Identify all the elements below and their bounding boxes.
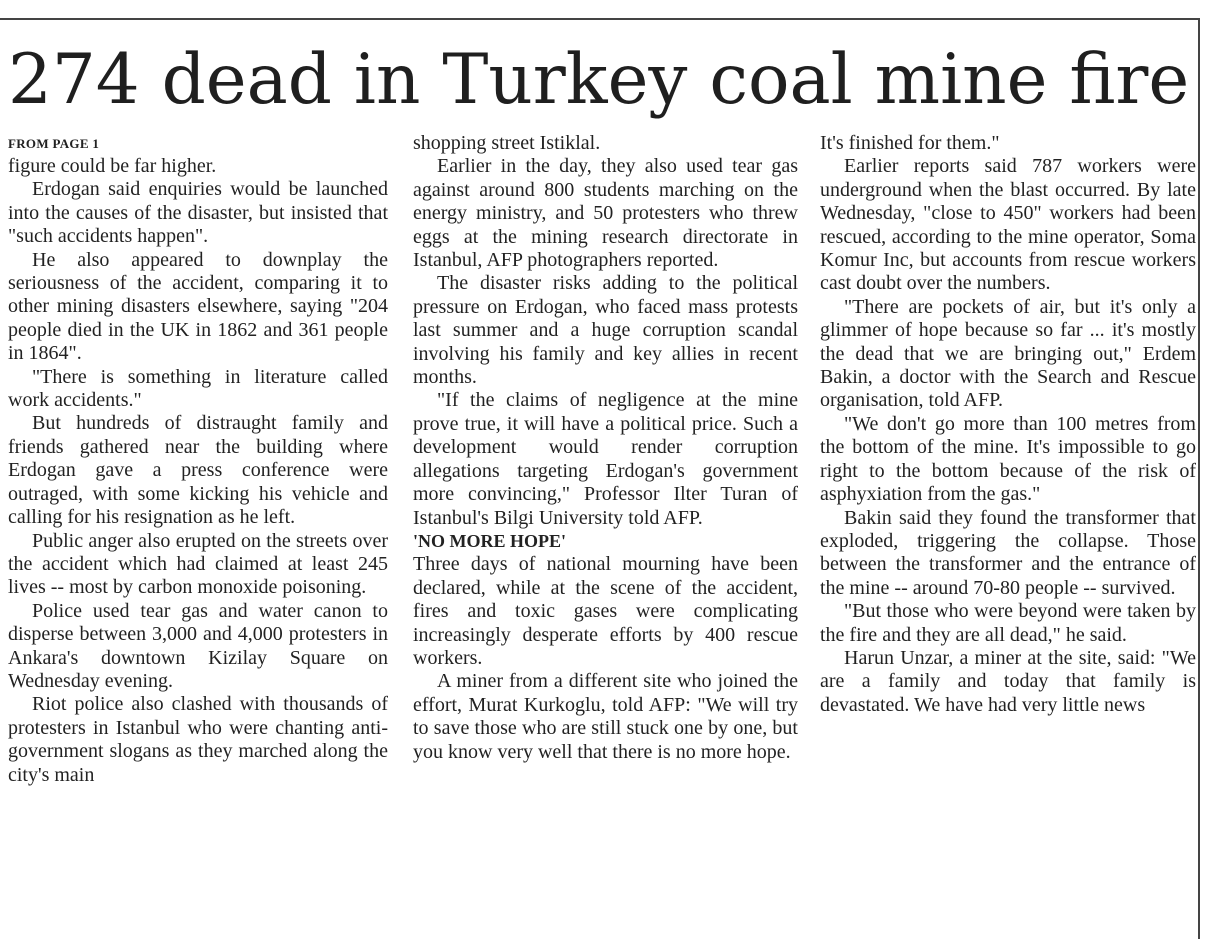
continuation-kicker: FROM PAGE 1 [8,136,100,151]
paragraph: Public anger also erupted on the streets over the accident which had claimed at least 245 lives -- most by carbon monoxide poisoning. [8,529,388,599]
paragraph: Police used tear gas and water canon to disperse between 3,000 and 4,000 protesters in Ankara's downtown Kizilay Square on Wednesday evening. [8,599,388,692]
paragraph: figure could be far higher. [8,155,217,177]
paragraph: A miner from a different site who joined the effort, Murat Kurkoglu, told AFP: "We will try to save those who are still stuck one by one, but you know very well that there is no more hope. [413,670,798,763]
paragraph: shopping street Istiklal. [413,132,601,154]
paragraph: "We don't go more than 100 metres from the bottom of the mine. It's impossible to go right to the bottom because of the risk of asphyxiation from the gas." [820,412,1196,506]
article-column-3 [820,132,1196,939]
paragraph: Harun Unzar, a miner at the site, said: "We are a family and today that family is devastated. We have had very little news [820,646,1196,716]
paragraph: Erdogan said enquiries would be launched into the causes of the disaster, but insisted that "such accidents happen". [8,178,388,248]
article-column-1 [8,132,388,939]
paragraph: "But those who were beyond were taken by the fire and they are all dead," he said. [820,600,1196,646]
right-column-rule [1198,18,1200,939]
paragraph: It's finished for them." [820,132,1000,154]
headline: 274 dead in Turkey coal mine fire [8,40,1190,120]
top-rule [0,18,1198,20]
article-column-2 [413,132,798,939]
paragraph: "If the claims of negligence at the mine prove true, it will have a political price. Such a development would render corruption allegations targeting Erdogan's government more convincing," Professor Ilter Turan of Istanbul's Bilgi University told AFP. [413,389,798,529]
paragraph: The disaster risks adding to the political pressure on Erdogan, who faced mass protests last summer and a huge corruption scandal involving his family and key allies in recent months. [413,272,798,389]
paragraph: Earlier in the day, they also used tear gas against around 800 students marching on the energy ministry, and 50 protesters who threw eggs at the mining research directorate in Istanbul, AFP photographers reported. [413,155,798,272]
paragraph: "There are pockets of air, but it's only a glimmer of hope because so far ... it's mostly the dead that we are bringing out," Erdem Bakin, a doctor with the Search and Rescue organisation, told AFP. [820,295,1196,412]
paragraph: Three days of national mourning have been declared, while at the scene of the accident, fires and toxic gases were complicating increasingly desperate efforts by 400 rescue workers. [413,553,798,669]
paragraph: Riot police also clashed with thousands of protesters in Istanbul who were chanting anti-government slogans as they marched along the city's main [8,693,388,786]
paragraph: Earlier reports said 787 workers were underground when the blast occurred. By late Wednesday, "close to 450" workers had been rescued, according to the mine operator, Soma Komur Inc, but accounts from rescue workers cast doubt over the numbers. [820,155,1196,295]
paragraph: He also appeared to downplay the seriousness of the accident, comparing it to other mining disasters elsewhere, saying "204 people died in the UK in 1862 and 361 people in 1864". [8,248,388,365]
section-subhead: 'NO MORE HOPE' [413,530,566,551]
paragraph: But hundreds of distraught family and friends gathered near the building where Erdogan gave a press conference were outraged, with some kicking his vehicle and calling for his resignation as he left. [8,412,388,529]
paragraph: "There is something in literature called work accidents." [8,365,388,412]
paragraph: Bakin said they found the transformer that exploded, triggering the collapse. Those between the transformer and the entrance of the mine -- around 70-80 people -- survived. [820,506,1196,599]
